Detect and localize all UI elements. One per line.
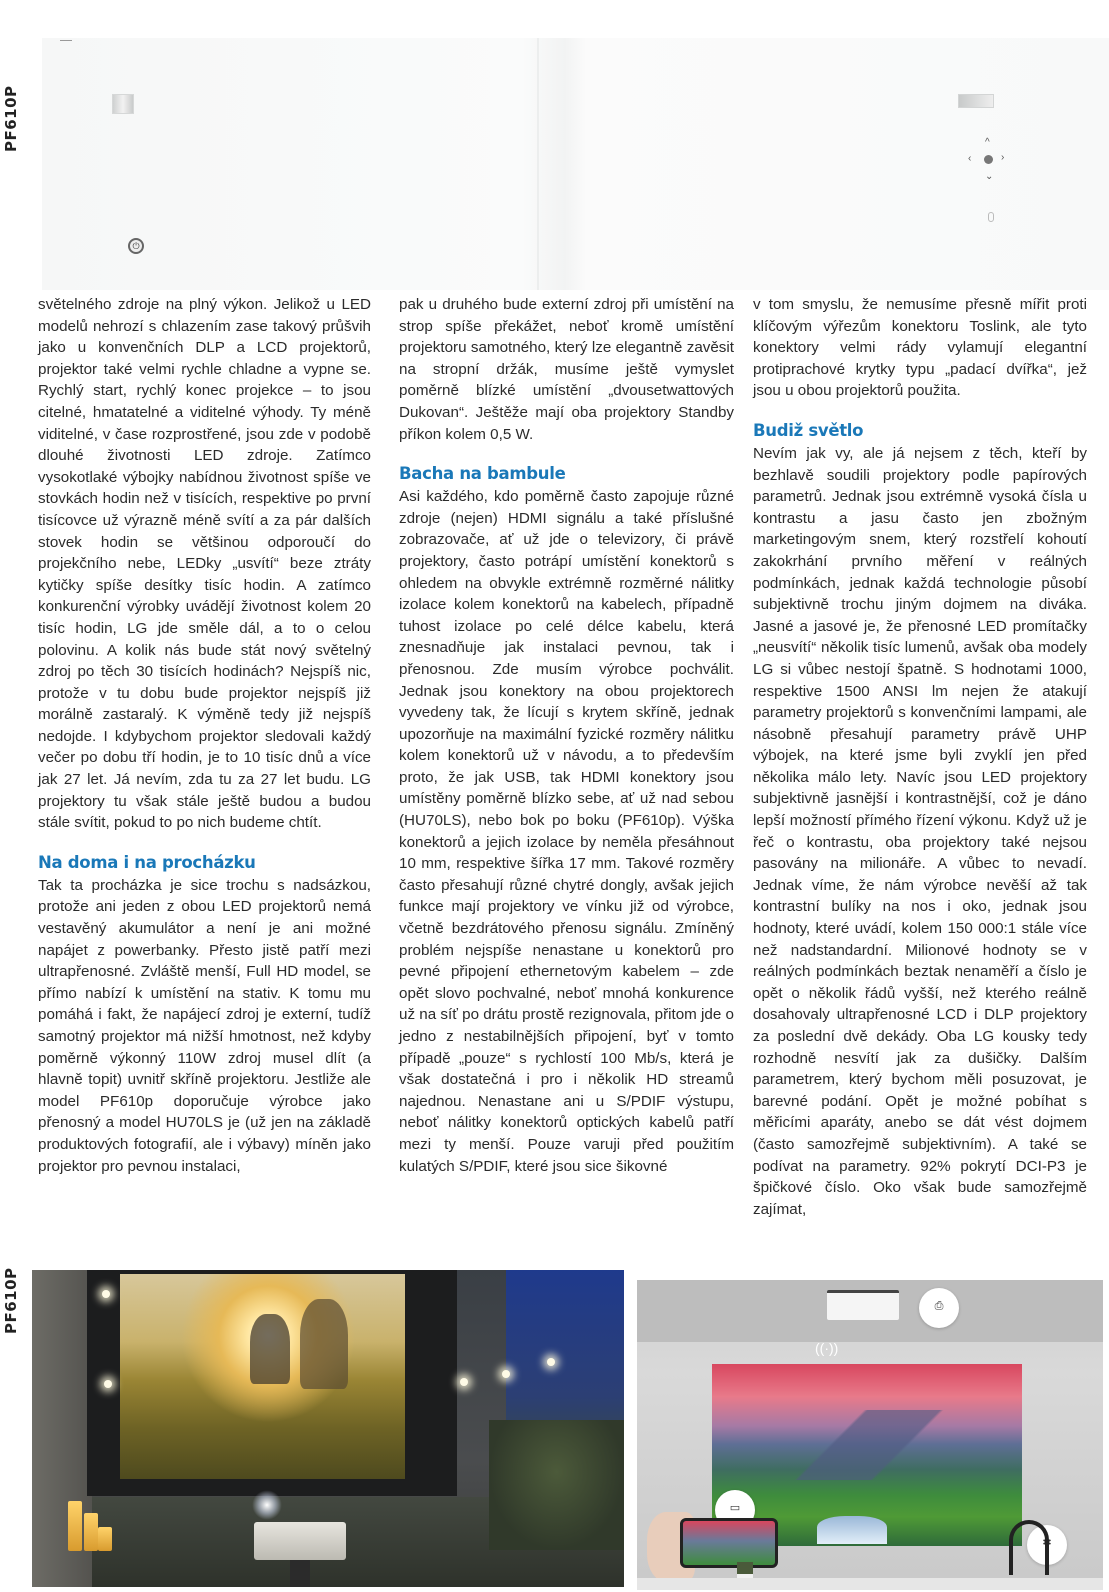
wifi-icon: ((·)) bbox=[815, 1340, 839, 1356]
string-light bbox=[102, 1290, 110, 1298]
wall bbox=[32, 1270, 92, 1587]
candle bbox=[68, 1501, 82, 1551]
paragraph: Nevím jak vy, ale já nejsem z těch, kteří by bezhlavě soudili projektory podle papírových parametrů. Jednak jsou extrémně vysoká čísla u kontrastu a jasu často jen zbožným marketingovým snem, který rozstřelí kohoutí zakokrhání prvního měření v reálných podmínkách, jednak každá technologie působí subjektivně trochu jiným dojmem na diváka. Jasné a jasové je, že přenosné LED promítačky „neusvítí“ několik tisíc lumenů, avšak oba modely LG si vůbec nestojí špatně. S hodnotami 1000, respektive 1500 ANSI lm nejen že atakují parametry projektorů s konvenčními lampami, ale násobně přesahují parametry právě UHP výbojek, na které jsme byli zvyklí jen před několika málo lety. Navíc jsou LED projektory subjektivně jasnější i kontrastnější, což je dáno lepší možností přímého řízení výkonu. Když už je řeč o kontrastu, oba projektory také nejsou pasovány na milionáře. A vůbec to nevadí. Jednak víme, že nám výrobce nevěší až tak kontrastní bulíky na nos i oko, jednak jsou hodnoty, které uvádí, kolem 150 000:1 stále více než nadstandardní. Milionové hodnoty se v reálných podmínkách beztak nenaměří a číslo je opět o několik řádů vyšší, než kterého reálně dosahovaly ultrapřenosné LCD i DLP projektory za poslední dvě dekády. Oba LG kousky tedy rozhodně nesvítí jak za dušičky. Dalším parametrem, který bychom měli posuzovat, je barevné podání. Opět je možné pobíhat s měřicími aparáty, anebo se dát vést dojmem (často samozřejmě subjektivním). A také se podívat na parametry. 92% pokrytí DCI-P3 je špičkové číslo. Oko však bude samozřejmě zajímat, bbox=[753, 444, 1087, 1218]
projector-device bbox=[254, 1522, 346, 1560]
paragraph: světelného zdroje na plný výkon. Jelikož u LED modelů nehrozí s chlazením zase takový průšvih jako u konvenčních DLP a LCD projektorů, projektor také velmi rychle chladne a vypne se. Rychlý start, rychlý konec projekce – to jsou citelné, hmatatelné a viditelné výhody. Ty méně viditelné, v čase rozprostřené, jsou zde v podobě dlouhé životnosti LED zdroje. Zatímco vysokotlaké výbojky nabídnou životnost spíše ve stovkách hodin než v tisících, respektive po první tisícovce už výrazně méně svítí a za pár dalších stovek hodin se většinou odporoučí do projekčního nebe, LEDky „usvítí“ beze ztráty kytičky spíše desítky tisíc hodin. A zatímco konkurenční výrobky uvádějí životnost kolem 20 tisíc hodin, LG jde směle dál, a to o celou polovinu. A kolik nás bude stát nový světelný zdroj po těch 30 tisících hodinách? Nejspíš nic, protože v tu dobu bude projektor nejspíš již morálně zastaralý. K výměně tedy již nejspíš nedojde. I kdybychom projektor sledovali každý večer po dobu tří hodin, je to 10 tisíc dnů a více jak 27 let. Já nevím, zda tu za 27 let budu. LG projektory tu však stále ještě budou a budou stále svítit, pokud to po nich budeme chtít. bbox=[38, 296, 371, 832]
back-icon: ⌄ bbox=[985, 171, 994, 182]
article-column-2 bbox=[399, 294, 734, 1194]
mountain-shape bbox=[712, 1410, 1022, 1480]
paragraph: Asi každého, kdo poměrně často zapojuje různé zdroje (nejen) HDMI signálu a také příslušné zobrazovače, ať už jde o televizory, či právě projektory, často potrápí umístění konektorů s ohledem na obvykle extrémně rozměrné nálitky izolace kolem konektorů na kabelech, případně tuhost izolace po celé délce kabelu, která znesnadňuje jak instalaci pevnou, tak i přenosnou. Zde musím výrobce pochválit. Jednak jsou konektory na obou projektorech vyvedeny tak, že lícují s krytem skříně, jednak upozorňuje na maximální fyzické rozměry nálitku kolem konektorů už v návodu, a to především proto, že jak USB, tak HDMI konektory jsou umístěny poměrně blízko sebe, ať už nad sebou (HU70LS), nebo bok po boku (PF610p). Výška konektorů a jejich izolace by neměla přesáhnout 10 mm, respektive šířka 17 mm. Takové rozměry často přesahují různé chytré dongly, avšak jejich funkce mají projektory ve vínku již od výrobce, včetně bezdrátového přenosu signálu. Zmíněný problém nejspíše nenastane u konektorů pro pevné připojení ethernetovým kabelem – zde opět slovo pochvalné, neboť mnohá konkurence už na síť po drátu prostě rezignovala, přitom jde o jedno z nestabilnějších připojení, byť v tomto případě „pouze“ s rychlostí 100 Mb/s, která je však dostatečná i pro i několik HD streamů najednou. Nenastane ani u S/PDIF výstupu, neboť nálitky konektorů optických kabelů patří mezi ty menší. Pouze varuji před použitím kulatých S/PDIF, které jsou sice šikovné bbox=[399, 488, 734, 1175]
string-light bbox=[547, 1358, 555, 1366]
article-column-3 bbox=[753, 294, 1087, 1218]
photo-seam bbox=[537, 38, 539, 290]
port-icon bbox=[958, 94, 994, 108]
screen-cast-icon: ▭ bbox=[715, 1490, 755, 1530]
candle bbox=[84, 1513, 98, 1551]
bluetooth-icon: ✱ bbox=[1027, 1525, 1067, 1565]
photo-outdoor-projection bbox=[32, 1270, 624, 1587]
chevron-up-icon: ^ bbox=[985, 137, 990, 148]
chevron-left-icon: ‹ bbox=[968, 153, 972, 164]
article-column-1 bbox=[38, 294, 371, 1194]
tripod bbox=[290, 1560, 310, 1587]
paragraph: Tak ta procházka je sice trochu s nadsázkou, protože ani jeden z obou LED projektorů nemá vestavěný akumulátor a není je ani možné napájet z powerbanky. Přesto jistě patří mezi ultrapřenosné. Zvláště menší, Full HD model, se přímo nabízí k umístění na stativ. K tomu mu pomáhá i fakt, že napájecí zdroj je externí, tudíž samotný projektor má nižší hmotnost, než kdyby poměrně výkonný 110W zdroj musel dlít (a hlavně topit) uvnitř skříně projektoru. Jestliže ale model PF610p doporučuje výrobce jako přenosný a model HU70LS je (už jen na základě produktových fotografií, ale i výbavy) míněn jako projektor pro pevnou instalaci, bbox=[38, 876, 371, 1175]
string-light bbox=[502, 1370, 510, 1378]
photo-indoor-projection bbox=[637, 1280, 1103, 1590]
edge-mark bbox=[60, 40, 72, 41]
dpad-icon bbox=[964, 133, 1014, 193]
chevron-right-icon: › bbox=[1001, 152, 1005, 163]
port-icon bbox=[112, 94, 134, 114]
small-button-icon bbox=[988, 212, 994, 222]
light-beam bbox=[252, 1490, 282, 1520]
smartphone bbox=[680, 1518, 778, 1568]
usb-icon: ⎙ bbox=[919, 1288, 959, 1328]
product-photo-top bbox=[42, 38, 1109, 290]
headphones bbox=[1009, 1520, 1049, 1575]
string-light bbox=[104, 1380, 112, 1388]
section-heading: Na doma i na procházku bbox=[38, 852, 256, 872]
side-tag-model-bottom: PF610P bbox=[2, 1267, 20, 1334]
candle bbox=[98, 1527, 112, 1551]
side-tag-model: PF610P bbox=[2, 85, 20, 152]
river-shape bbox=[817, 1516, 887, 1544]
section-heading: Bacha na bambule bbox=[399, 464, 566, 484]
shelf bbox=[637, 1578, 1103, 1590]
string-light bbox=[460, 1378, 468, 1386]
bush bbox=[489, 1420, 624, 1550]
paragraph: v tom smyslu, že nemusíme přesně mířit proti klíčovým výřezům konektoru Toslink, ale tyto konektory velmi rády vylamují elegantní protiprachové krytky typu „padací dvířka“, jež jsou u obou projektorů použita. bbox=[753, 296, 1087, 400]
dpad-center-icon bbox=[984, 155, 993, 164]
power-icon: ⏻ bbox=[128, 238, 144, 254]
projection-screen bbox=[120, 1274, 405, 1479]
projector-device bbox=[827, 1290, 899, 1320]
figure-adult bbox=[300, 1299, 348, 1389]
section-heading: Budiž světlo bbox=[753, 420, 864, 440]
paragraph: pak u druhého bude externí zdroj při umístění na strop spíše překážet, neboť kromě umístění projektoru samotného, který lze elegantně zavěsit na stropní držák, musíme ještě vymyslet poměrně blízké umístění „dvousetwattových Dukovan“. Ještěže mají oba projektory Standby příkon kolem 0,5 W. bbox=[399, 296, 734, 443]
figure-child bbox=[250, 1314, 290, 1384]
